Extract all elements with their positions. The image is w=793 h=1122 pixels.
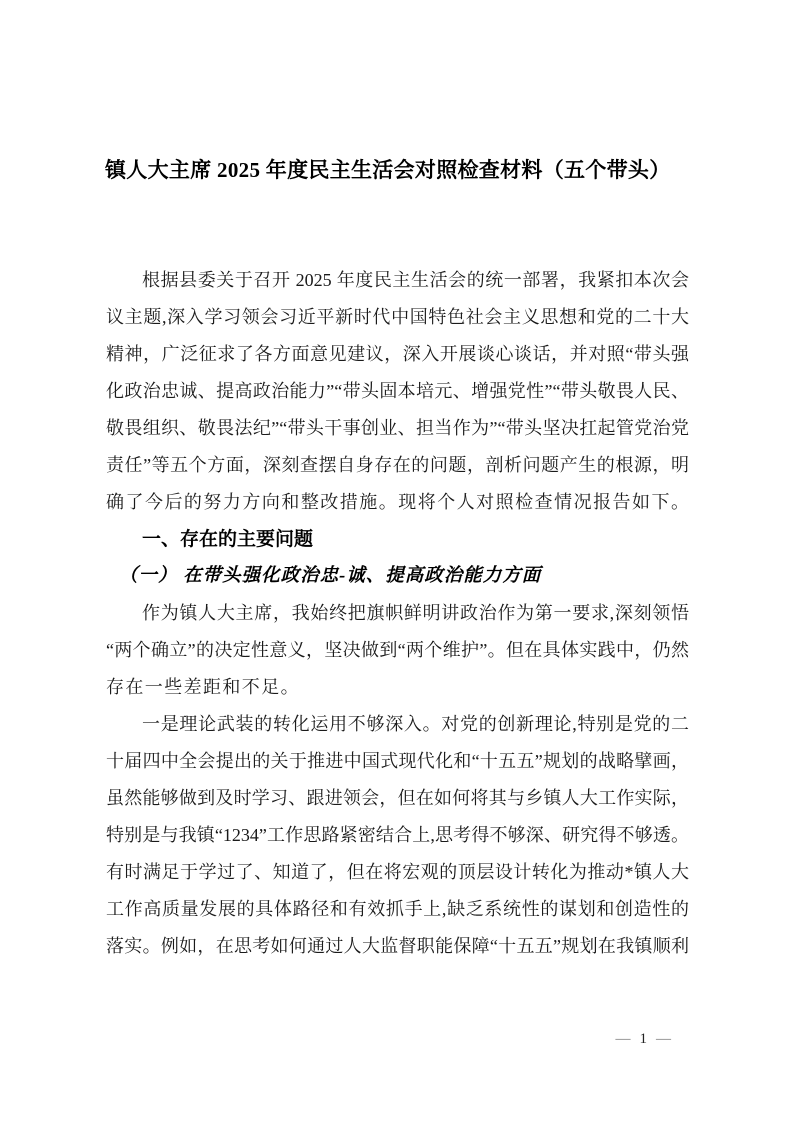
paragraph-line: 落实。例如，在思考如何通过人大监督职能保障“十五五”规划在我镇顺利 [106,936,689,956]
page-number-value: 1 [639,1031,647,1047]
paragraph-line: 化政治忠诚、提高政治能力”“带头固本培元、增强党性”“带头敬畏人民、 [106,381,689,401]
paragraph-line: “两个确立”的决定性意义，坚决做到“两个维护”。但在具体实践中，仍然 [106,640,689,660]
paragraph-line: 一是理论武装的转化运用不够深入。对党的创新理论,特别是党的二 [142,714,689,734]
page-number [616,1029,672,1049]
paragraph-line: 存在一些差距和不足。 [106,677,300,697]
paragraph-line: 根据县委关于召开 2025 年度民主生活会的统一部署，我紧扣本次会 [142,270,689,290]
paragraph-line: 有时满足于学过了、知道了，但在将宏观的顶层设计转化为推动*镇人大 [106,862,689,882]
paragraph-line: 工作高质量发展的具体路径和有效抓手上,缺乏系统性的谋划和创造性的 [106,899,689,919]
paragraph-line: 议主题,深入学习领会习近平新时代中国特色社会主义思想和党的二十大 [106,307,689,327]
page-number-dash-right: — [656,1031,671,1047]
paragraph-line: 作为镇人大主席，我始终把旗帜鲜明讲政治作为第一要求,深刻领悟 [142,603,689,623]
page-number-dash-left: — [615,1031,631,1047]
subsection-heading: （一） 在带头强化政治忠-诚、提高政治能力方面 [119,566,542,586]
page-title: 镇人大主席 2025 年度民主生活会对照检查材料（五个带头） [105,158,671,182]
paragraph-line: 敬畏组织、敬畏法纪”“带头干事创业、担当作为”“带头坚决扛起管党治党 [106,418,689,438]
document-body [106,262,689,965]
paragraph-line: 虽然能够做到及时学习、跟进领会，但在如何将其与乡镇人大工作实际， [106,788,689,808]
paragraph-line: 确了今后的努力方向和整改措施。现将个人对照检查情况报告如下。 [106,492,689,512]
paragraph-line: 责任”等五个方面，深刻查摆自身存在的问题，剖析问题产生的根源，明 [106,455,689,475]
paragraph-line: 十届四中全会提出的关于推进中国式现代化和“十五五”规划的战略擘画， [106,751,689,771]
paragraph-line: 精神，广泛征求了各方面意见建议，深入开展谈心谈话，并对照“带头强 [106,344,689,364]
paragraph-line: 特别是与我镇“1234”工作思路紧密结合上,思考得不够深、研究得不够透。 [106,825,689,845]
section-heading: 一、存在的主要问题 [142,529,314,550]
